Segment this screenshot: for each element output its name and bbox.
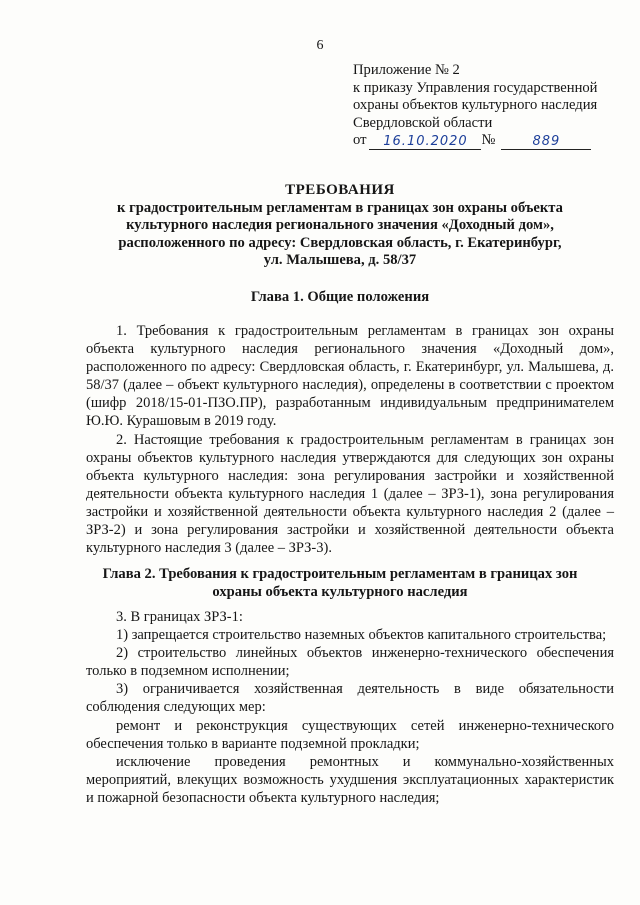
paragraph-3: 3. В границах ЗРЗ-1: bbox=[116, 609, 243, 625]
order-date-number-line bbox=[353, 132, 623, 150]
appendix-header bbox=[353, 62, 623, 150]
paragraph-2: 2. Настоящие требования к градостроительным регламентам в границах зон охраны объектов культурного наследия утверждаются для следующих зон охраны объекта культурного наследия: зона регулирования застройки и хозяйственной деятельности объекта культурного наследия 1 (далее – ЗРЗ-1), зона регулирования застройки и хозяйственной деятельности объекта культурного наследия 2 (далее – ЗРЗ-2) и зона регулирования застройки и хозяйственной деятельности объекта культурного наследия 3 (далее – ЗРЗ-3). bbox=[86, 431, 614, 557]
item-2: 2) строительство линейных объектов инженерно-технического обеспечения только в подземном исполнении; bbox=[86, 645, 614, 680]
number-label: № bbox=[481, 132, 496, 149]
appendix-line-2: к приказу Управления государственной bbox=[353, 79, 598, 96]
chapter-2-heading bbox=[60, 566, 620, 601]
measure-2: исключение проведения ремонтных и коммунально-хозяйственных мероприятий, влекущих возможность ухудшения эксплуатационных характеристик и пожарной безопасности объекта культурного наследия; bbox=[86, 753, 614, 806]
title-main: ТРЕБОВАНИЯ bbox=[285, 182, 395, 198]
item-1: 1) запрещается строительство наземных объектов капитального строительства; bbox=[116, 627, 607, 644]
paragraph-1: 1. Требования к градостроительным регламентам в границах зон охраны объекта культурного наследия регионального значения «Доходный дом», расположенного по адресу: Свердловская область, г. Екатеринбург, ул. Малышева, д. 58/37 (далее – объект культурного наследия), определены в соответствии с проектом (шифр 2018/15-01-ПЗО.ПР), разработанным индивидуальным предпринимателем Ю.Ю. Курашовым в 2019 году. bbox=[86, 323, 614, 430]
measure-1: ремонт и реконструкция существующих сетей инженерно-технического обеспечения только в варианте подземной прокладки; bbox=[86, 717, 614, 752]
appendix-line-3: охраны объектов культурного наследия bbox=[353, 97, 598, 114]
chapter-2-body bbox=[86, 608, 614, 807]
from-label: от bbox=[353, 132, 367, 149]
item-3: 3) ограничивается хозяйственная деятельность в виде обязательности соблюдения следующих мер: bbox=[86, 681, 614, 716]
title-line-3: культурного наследия регионального значения «Доходный дом», bbox=[126, 217, 554, 234]
chapter-2-heading-line-1: Глава 2. Требования к градостроительным регламентам в границах зон bbox=[102, 566, 578, 582]
appendix-line-4: Свердловской области bbox=[353, 114, 493, 131]
handwritten-number: 889 bbox=[501, 135, 591, 150]
handwritten-date: 16.10.2020 bbox=[369, 135, 481, 150]
chapter-1-body bbox=[86, 322, 614, 557]
appendix-line-1: Приложение № 2 bbox=[353, 62, 460, 78]
document-title bbox=[60, 182, 620, 270]
title-line-2: к градостроительным регламентам в границах зон охраны объекта bbox=[117, 199, 563, 216]
title-line-4: расположенного по адресу: Свердловская область, г. Екатеринбург, bbox=[118, 234, 562, 251]
chapter-1-heading: Глава 1. Общие положения bbox=[250, 289, 430, 305]
chapter-2-heading-line-2: охраны объекта культурного наследия bbox=[212, 583, 468, 600]
page-number: 6 bbox=[316, 38, 324, 53]
title-line-5: ул. Малышева, д. 58/37 bbox=[263, 252, 417, 269]
